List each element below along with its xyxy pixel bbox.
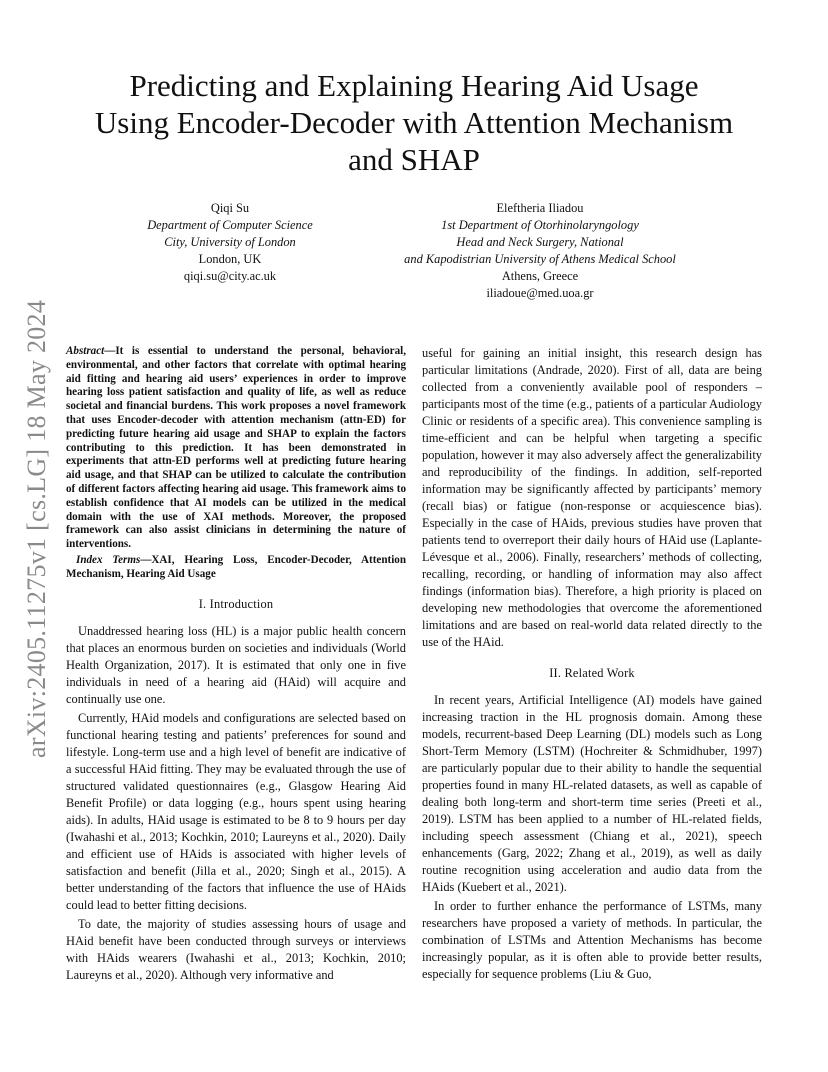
paragraph: Currently, HAid models and configurations are selected based on functional hearing testing and patients’ preferences for sound and lifestyle. Long-term use and a high level of benefit are indicative of a successful HAid fitting. They may be evaluated through the use of structured validated questionnaires (e.g., Glasgow Hearing Aid Benefit Profile) or data logging (e.g., hours spent using hearing aids). In adults, HAid usage is estimated to be 8 to 9 hours per day (Iwahashi et al., 2013; Kochkin, 2010; Laureyns et al., 2020). Daily and efficient use of HAids is associated with higher levels of satisfaction and benefit (Jilla et al., 2020; Singh et al., 2015). A better understanding of the factors that influence the use of HAids could lead to better fitting decisions. (66, 710, 406, 912)
author-location: Athens, Greece (501, 269, 579, 283)
right-column (422, 345, 762, 983)
paragraph: Unaddressed hearing loss (HL) is a major public health concern that places an enormous burden on societies and individuals (World Health Organization, 2017). It is estimated that only one in five individuals in need of a hearing aid (HAid) will acquire and continually use one. (66, 623, 406, 706)
abstract-text: —It is essential to understand the personal, behavioral, environmental, and other factors that correlate with optimal hearing aid fitting and hearing aid users’ experiences in order to improve hearing loss patient satisfaction and quality of life, as well as reduce societal and financial burdens. This work proposes a novel framework that uses Encoder-decoder with attention mechanism (attn-ED) for predicting future hearing aid usage and SHAP to explain the factors contributing to this prediction. It has been demonstrated in experiments that attn-ED performs well at predicting future hearing aid usage, and that SHAP can be utilized to calculate the contribution of different factors affecting hearing aid usage. This framework aims to establish confidence that AI models can be utilized in the medical domain with the use of XAI methods. Moreover, the proposed framework can also assist clinicians in determining the nature of interventions. (66, 345, 406, 551)
author-block-1 (110, 200, 350, 285)
paragraph: In order to further enhance the performance of LSTMs, many researchers have proposed a variety of methods. In particular, the combination of LSTMs and Attention Mechanisms has become increasingly popular, as it is often able to provide better results, especially for sequence problems (Liu & Guo, (422, 899, 762, 981)
author-affiliation: 1st Department of Otorhinolaryngology (441, 218, 639, 232)
paragraph: To date, the majority of studies assessing hours of usage and HAid benefit have been conducted through surveys or interviews with HAids wearers (Iwahashi et al., 2013; Kochkin, 2010; Laureyns et al., 2020). Although very informative and (66, 916, 406, 982)
section-heading-related-work: II. Related Work (549, 666, 635, 680)
arxiv-identifier: arXiv:2405.11275v1 [cs.LG] 18 May 2024 (22, 299, 51, 758)
abstract-label: Abstract (66, 345, 105, 357)
author-affiliation: City, University of London (164, 235, 296, 249)
paper-title (60, 67, 768, 178)
index-terms-text: —XAI, Hearing Loss, Encoder-Decoder, Attention Mechanism, Hearing Aid Usage (66, 553, 406, 580)
section-heading-introduction: I. Introduction (198, 596, 274, 611)
title-line: Predicting and Explaining Hearing Aid Usage (129, 68, 699, 103)
author-email: iliadoue@med.uoa.gr (486, 286, 594, 300)
index-terms (66, 554, 406, 582)
index-terms-label: Index Terms (76, 553, 141, 566)
author-name: Eleftheria Iliadou (496, 201, 584, 215)
abstract (66, 345, 406, 552)
author-affiliation: Head and Neck Surgery, National (456, 235, 624, 249)
paragraph: useful for gaining an initial insight, this research design has particular limitations (Andrade, 2020). First of all, data are being collected from a conveniently available pool of responders – participants most of the time (e.g., patients of a particular Audiology Clinic or residents of a specific area). This convenience sampling is time-efficient and can be helpful when targeting a specific population, however it may also adversely affect the generalizability and reproducibility of the findings. In addition, self-reported information may be significantly affected by participants’ memory (recall bias) or fatigue (non-response or acquiescence bias). Especially in the case of HAids, previous studies have proven that patients tend to overreport their daily hours of HAid use (Laplante-Lévesque et al., 2006). Finally, researchers’ methods of collecting, recalling, recording, or handling of information may also affect findings (information bias). Therefore, a high priority is placed on developing new methodologies that overcome the aforementioned limitations and are based on real-world data related directly to the use of the HAid. (422, 346, 762, 649)
title-line: Using Encoder-Decoder with Attention Mechanism (94, 105, 734, 140)
author-affiliation: and Kapodistrian University of Athens Medical School (404, 252, 676, 266)
title-line: and SHAP (348, 142, 480, 177)
left-column (66, 345, 406, 984)
author-block-2 (370, 200, 710, 302)
author-name: Qiqi Su (210, 201, 250, 215)
author-affiliation: Department of Computer Science (147, 218, 313, 232)
author-email: qiqi.su@city.ac.uk (183, 269, 277, 283)
paragraph: In recent years, Artificial Intelligence (AI) models have gained increasing traction in the HL prognosis domain. Among these models, recurrent-based Deep Learning (DL) models such as Long Short-Term Memory (LSTM) (Hochreiter & Schmidhuber, 1997) are particularly popular due to their ability to handle the sequential properties found in many HL-related datasets, as well as capable of dealing both long-term and short-term time series (Preeti et al., 2019). LSTM has been applied to a number of HL-related fields, including speech assessment (Chiang et al., 2021), speech enhancements (Garg, 2022; Zhang et al., 2019), as well as daily routine recognition using acceleration and audio data from the HAids (Kuebert et al., 2021). (422, 693, 762, 894)
author-location: London, UK (198, 252, 262, 266)
